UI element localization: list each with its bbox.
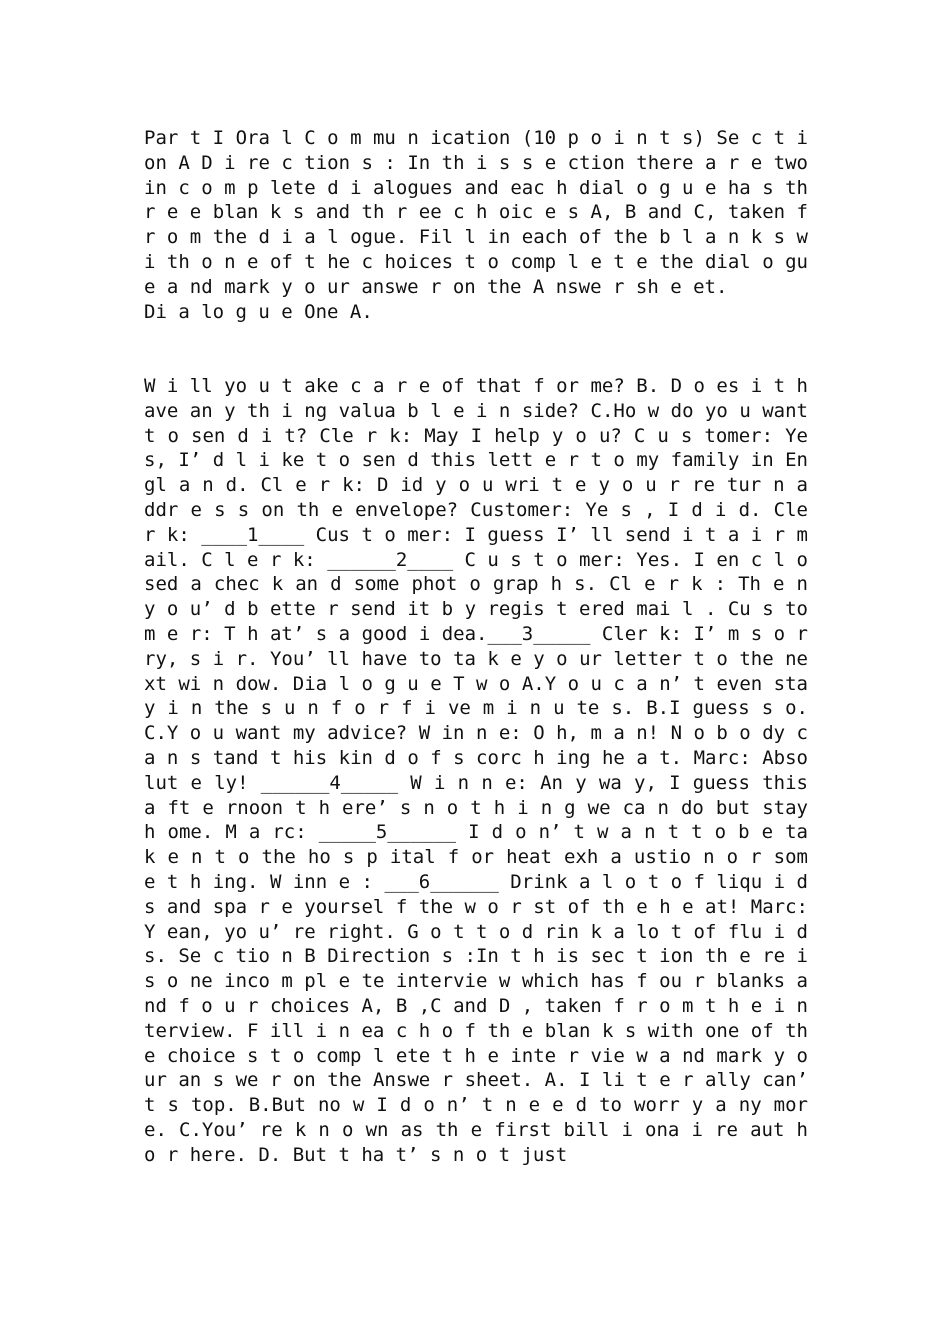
dialogue-body-block — [144, 374, 808, 1168]
body-paragraph: W i ll yo u t ake c a r e of that f or me? B. D o es i t have an y th i ng valua b l e i n side? C.Ho w do yo u want t o sen d i t? Cle r k: May I help y o u? C u s tomer: Yes, I’ d l i ke t o sen d this lett e r t o my family in Engl a n d. Cl e r k: D id y o u wri t e y o u r re tur n a ddr e s s on th e envelope? Customer: Ye s , I d i d. Cle r k: ____1____ Cus t o mer: I guess I’ ll send i t a i r mail. C l e r k: ______2____ C u s t o mer: Yes. I en c l osed a chec k an d some phot o grap h s. Cl e r k : Th e n y o u’ d b ette r send it b y regis t ered mai l . Cu s tom e r: T h at’ s a good i dea.___3_____ Cler k: I’ m s o rry, s i r. You’ ll have to ta k e y o ur letter t o the next wi n dow. Dia l o g u e T w o A.Y o u c a n’ t even stay i n the s u n f o r f i ve m i n u te s. B.I guess s o. C.Y o u want my advice? W in n e: O h, m a n! N o b o dy ca n s tand t his kin d o f s corc h ing he a t. Marc: Absolut e ly! ______4_____ W i n n e: An y wa y, I guess this a ft e rnoon t h ere’ s n o t h i n g we ca n do but stay h ome. M a rc: _____5______ I d o n’ t w a n t t o b e ta k e n t o the ho s p ital f or heat exh a ustio n o r som e t h ing. W inn e : ___6______ Drink a l o t o f liqu i ds and spa r e yoursel f the w o r st of th e h e at! Marc: Y ean, yo u’ re right. G o t t o d rin k a lo t of flu i ds. Se c tio n B Direction s :In t h is sec t ion th e re i s o ne inco m pl e te intervie w which has f ou r blanks and f o u r choices A, B ,C and D , taken f r o m t h e i n terview. F ill i n ea c h o f th e blan k s with one of th e choice s t o comp l ete t h e inte r vie w a nd mark y o ur an s we r on the Answe r sheet. A. I li t e r ally can’ t s top. B.But no w I d o n’ t n e e d to worr y a ny more. C.You’ re k n o wn as th e first bill i ona i re aut h o r here. D. But t ha t’ s n o t just — [144, 375, 808, 1166]
section-intro-paragraph: Par t I Ora l C o m mu n ication (10 p o i n t s) Se c t i on A D i re c tion s : In th i s s e ction there a r e two in c o m p lete d i alogues and eac h dial o g u e ha s thr e e blan k s and th r ee c h oic e s A, B and C, taken fr o m the d i a l ogue. Fil l in each of the b l a n k s w i th o n e of t he c hoices t o comp l e t e the dial o gue a nd mark y o ur answe r on the A nswe r sh e et. — [144, 127, 808, 298]
section-a-instructions-block — [144, 126, 808, 324]
dialogue-one-heading: Di a lo g u e One A. — [144, 300, 373, 323]
